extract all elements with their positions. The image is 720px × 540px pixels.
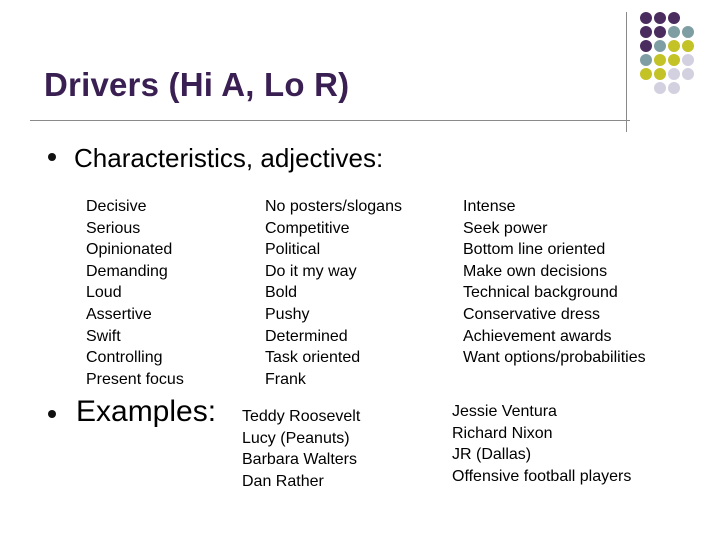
list-item: Bold bbox=[265, 284, 298, 302]
list-item: Competitive bbox=[265, 219, 350, 237]
list-item: Decisive bbox=[86, 198, 147, 215]
corner-divider bbox=[626, 12, 627, 132]
decorative-dot bbox=[654, 12, 666, 24]
list-item: Conservative dress bbox=[463, 305, 600, 323]
list-item: Technical background bbox=[463, 284, 618, 302]
characteristics-column-2 bbox=[265, 196, 402, 390]
characteristics-column-1 bbox=[86, 196, 184, 390]
bullet-icon bbox=[48, 153, 56, 161]
list-item: Dan Rather bbox=[242, 472, 324, 490]
list-item: Lucy (Peanuts) bbox=[242, 429, 350, 447]
decorative-dot bbox=[640, 26, 652, 38]
title-divider bbox=[30, 120, 630, 121]
list-item: Want options/probabilities bbox=[463, 349, 646, 367]
decorative-dot bbox=[668, 54, 680, 66]
list-item: Richard Nixon bbox=[452, 424, 553, 442]
list-item: Jessie Ventura bbox=[452, 403, 557, 420]
section-heading-examples: Examples: bbox=[76, 395, 217, 428]
list-item: Political bbox=[265, 241, 321, 259]
decorative-dot bbox=[640, 40, 652, 52]
section-heading-characteristics: Characteristics, adjectives: bbox=[74, 143, 384, 173]
list-item: Present focus bbox=[86, 370, 184, 388]
slide-title: Drivers (Hi A, Lo R) bbox=[44, 66, 350, 103]
list-item: Serious bbox=[86, 219, 141, 237]
decorative-dot bbox=[668, 82, 680, 94]
decorative-dot bbox=[668, 40, 680, 52]
list-item: Intense bbox=[463, 198, 516, 215]
list-item: Teddy Roosevelt bbox=[242, 408, 361, 425]
characteristics-column-3 bbox=[463, 196, 646, 369]
list-item: Controlling bbox=[86, 349, 163, 367]
examples-column-2 bbox=[452, 401, 631, 487]
list-item: Pushy bbox=[265, 305, 310, 323]
list-item: Do it my way bbox=[265, 262, 357, 280]
list-item: Determined bbox=[265, 327, 348, 345]
decorative-dot bbox=[640, 12, 652, 24]
list-item: JR (Dallas) bbox=[452, 446, 532, 464]
list-item: Demanding bbox=[86, 262, 168, 280]
decorative-dot bbox=[668, 12, 680, 24]
decorative-dot bbox=[640, 54, 652, 66]
decorative-dot bbox=[640, 68, 652, 80]
list-item: Make own decisions bbox=[463, 262, 608, 280]
list-item: Task oriented bbox=[265, 349, 361, 367]
list-item: Opinionated bbox=[86, 241, 173, 259]
decorative-dot bbox=[654, 26, 666, 38]
decorative-dot bbox=[654, 68, 666, 80]
list-item: Loud bbox=[86, 284, 122, 302]
list-item: Offensive football players bbox=[452, 467, 632, 485]
list-item: Swift bbox=[86, 327, 121, 345]
list-item: Assertive bbox=[86, 305, 152, 323]
list-item: No posters/slogans bbox=[265, 198, 402, 215]
decorative-dot bbox=[682, 54, 694, 66]
decorative-dot bbox=[682, 26, 694, 38]
list-item: Barbara Walters bbox=[242, 451, 357, 469]
decorative-dot bbox=[668, 68, 680, 80]
list-item: Frank bbox=[265, 370, 306, 388]
decorative-dot bbox=[682, 40, 694, 52]
bullet-icon bbox=[48, 410, 56, 418]
list-item: Seek power bbox=[463, 219, 548, 237]
list-item: Bottom line oriented bbox=[463, 241, 606, 259]
decorative-dot bbox=[682, 68, 694, 80]
list-item: Achievement awards bbox=[463, 327, 612, 345]
decorative-dot bbox=[668, 26, 680, 38]
decorative-dot bbox=[654, 82, 666, 94]
decorative-dot bbox=[654, 54, 666, 66]
examples-column-1 bbox=[242, 406, 360, 492]
decorative-dot bbox=[654, 40, 666, 52]
